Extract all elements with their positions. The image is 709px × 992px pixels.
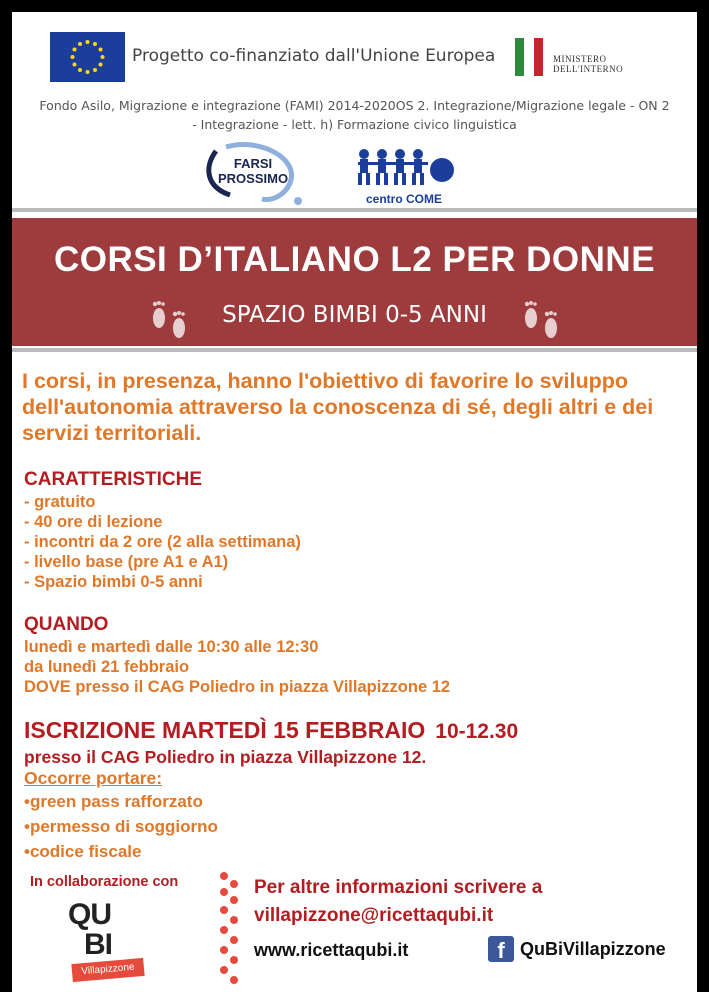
centro-come-logo: centro COME [352, 146, 456, 210]
title-banner [12, 218, 697, 346]
iscrizione-time: 10-12.30 [435, 720, 519, 743]
caratteristiche-section [24, 468, 301, 592]
banner-title: CORSI D’ITALIANO L2 PER DONNE [53, 240, 656, 279]
list-item: •permesso di soggiorno [24, 817, 218, 836]
fondo-description: Fondo Asilo, Migrazione e integrazione (FAMI) 2014-2020OS 2. Integrazione/Migrazione legale - ON 2 - Integrazione - lett. h) Formazione civico linguistica [39, 98, 670, 132]
list-item: •codice fiscale [24, 842, 142, 861]
footprints-icon [518, 298, 566, 344]
quando-heading: QUANDO [24, 614, 109, 635]
caratteristiche-list [24, 492, 301, 592]
list-item: - Spazio bimbi 0-5 anni [24, 573, 203, 591]
portare-heading: Occorre portare: [24, 768, 163, 788]
contact-info: Per altre informazioni scrivere a villapizzone@ricettaqubi.it [254, 874, 542, 930]
flyer [12, 12, 697, 992]
quando-start-date: da lunedì 21 febbraio [24, 658, 190, 676]
eu-flag-logo [50, 32, 125, 82]
facebook-label: QuBiVillapizzone [520, 938, 666, 959]
collaboration-label: In collaborazione con [30, 874, 179, 890]
contact-email-link[interactable]: villapizzone@ricettaqubi.it [254, 905, 494, 926]
iscrizione-place: presso il CAG Poliedro in piazza Villapizzone 12. [24, 747, 427, 767]
caratteristiche-heading: CARATTERISTICHE [24, 469, 203, 490]
portare-list [24, 789, 518, 864]
quando-section [24, 613, 450, 697]
facebook-link[interactable] [488, 936, 666, 962]
list-item: - livello base (pre A1 e A1) [24, 553, 229, 571]
banner-subtitle: SPAZIO BIMBI 0-5 ANNI [222, 302, 487, 328]
qubi-logo: QU BI Villapizzone [66, 898, 152, 986]
eu-cofinanced-text: Progetto co-finanziato dall'Unione Europea [132, 46, 496, 66]
quando-schedule: lunedì e martedì dalle 10:30 alle 12:30 [24, 638, 319, 656]
list-item: •green pass rafforzato [24, 792, 203, 811]
list-item: - incontri da 2 ore (2 alla settimana) [24, 533, 301, 551]
iscrizione-section [24, 715, 518, 864]
ministero-logo-text: MINISTERO DELL'INTERNO [553, 54, 624, 74]
italian-flag-logo [515, 38, 543, 76]
iscrizione-title: ISCRIZIONE MARTEDÌ 15 FEBBRAIO 10-12.30 [24, 717, 519, 743]
farsi-prossimo-logo: FARSI PROSSIMO [200, 139, 302, 205]
qubi-badge: Villapizzone [71, 958, 144, 982]
dots-decoration [218, 870, 240, 988]
website-link[interactable]: www.ricettaqubi.it [254, 940, 409, 960]
separator-top [12, 208, 697, 212]
list-item: - 40 ore di lezione [24, 513, 163, 531]
dove-location: DOVE presso il CAG Poliedro in piazza Villapizzone 12 [24, 678, 451, 696]
intro-paragraph: I corsi, in presenza, hanno l'obiettivo di favorire lo sviluppo dell'autonomia attraverso la conoscenza di sé, degli altri e dei servizi territoriali. [22, 369, 654, 445]
facebook-icon: f [488, 936, 514, 962]
list-item: - gratuito [24, 493, 96, 511]
separator-bottom [12, 348, 697, 352]
